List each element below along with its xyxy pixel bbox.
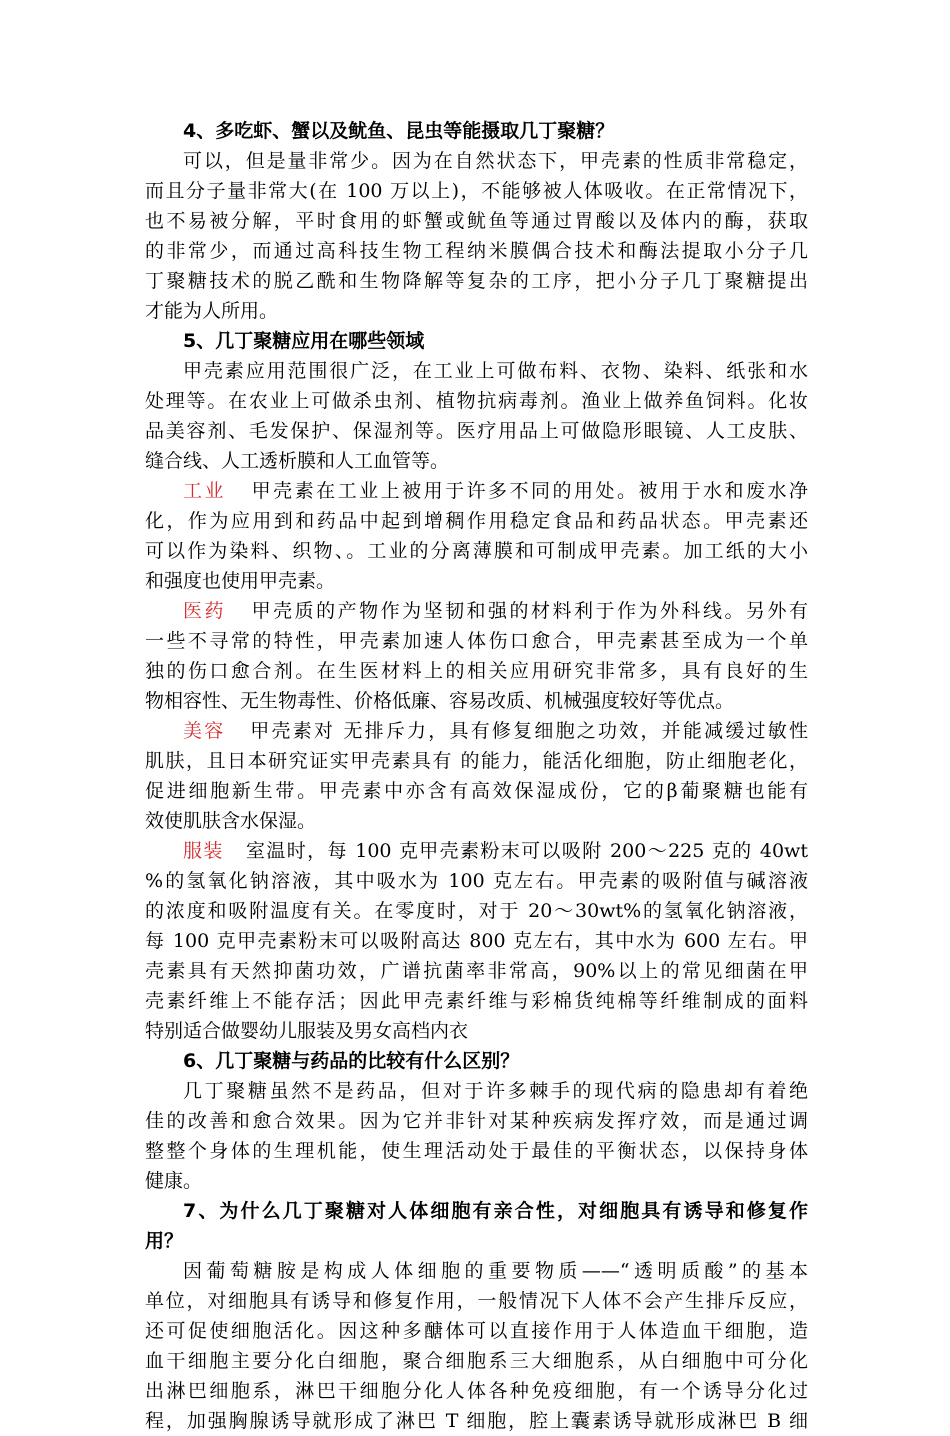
section-6-line: 健康。 xyxy=(145,1170,203,1192)
section-4-line: 才能为人所用。 xyxy=(145,300,279,322)
paragraph-gap xyxy=(226,600,252,622)
section-7-line: 出淋巴细胞系，淋巴干细胞分化人体各种免疫细胞，有一个诱导分化过 xyxy=(145,1380,808,1402)
beauty-paragraph-first-line xyxy=(145,716,808,746)
medicine-line: 甲壳质的产物作为坚韧和强的材料利于作为外科线。另外有 xyxy=(251,600,808,622)
medicine-line: 物相容性、无生物毒性、价格低廉、容易改质、机械强度较好等优点。 xyxy=(145,690,735,712)
section-6-line: 几丁聚糖虽然不是药品，但对于许多棘手的现代病的隐患却有着绝 xyxy=(183,1080,808,1102)
beauty-line: 甲壳素对 无排斥力，具有修复细胞之功效，并能减缓过敏性 xyxy=(250,720,808,742)
section-5-line: 甲壳素应用范围很广泛，在工业上可做布料、衣物、染料、纸张和水 xyxy=(183,360,808,382)
medicine-line: 一些不寻常的特性，甲壳素加速人体伤口愈合，甲壳素甚至成为一个单 xyxy=(145,630,808,652)
section-7-heading: 用？ xyxy=(145,1230,184,1252)
beauty-line: 效使肌肤含水保湿。 xyxy=(145,810,317,832)
industry-line: 甲壳素在工业上被用于许多不同的用处。被用于水和废水净 xyxy=(251,480,808,502)
section-6-line: 佳的改善和愈合效果。因为它并非针对某种疾病发挥疗效，而是通过调 xyxy=(145,1110,808,1132)
industry-tag: 工业 xyxy=(183,480,226,502)
section-4-line: 的非常少，而通过高科技生物工程纳米膜偶合技术和酶法提取小分子几 xyxy=(145,240,808,262)
beauty-tag: 美容 xyxy=(183,720,226,742)
section-4-line: 也不易被分解，平时食用的虾蟹或鱿鱼等通过胃酸以及体内的酶，获取 xyxy=(145,210,808,232)
section-4-line: 而且分子量非常大(在 100 万以上)，不能够被人体吸收。在正常情况下， xyxy=(145,180,808,202)
clothing-paragraph-first-line xyxy=(145,836,808,866)
section-7-line: 程，加强胸腺诱导就形成了淋巴 T 细胞，腔上囊素诱导就形成淋巴 B 细 xyxy=(145,1410,808,1432)
section-7-line: 因葡萄糖胺是构成人体细胞的重要物质——“透明质酸”的基本 xyxy=(183,1260,808,1282)
section-7-line: 血干细胞主要分化白细胞，聚合细胞系三大细胞系，从白细胞中可分化 xyxy=(145,1350,808,1372)
clothing-tag: 服装 xyxy=(183,840,224,862)
section-4-line: 丁聚糖技术的脱乙酰和生物降解等复杂的工序，把小分子几丁聚糖提出 xyxy=(145,270,808,292)
clothing-line: 特别适合做婴幼儿服装及男女高档内衣 xyxy=(145,1020,469,1042)
section-5-line: 缝合线、人工透析膜和人工血管等。 xyxy=(145,450,450,472)
beauty-line: 肌肤，且日本研究证实甲壳素具有 的能力，能活化细胞，防止细胞老化， xyxy=(145,750,808,772)
industry-line: 化，作为应用到和药品中起到增稠作用稳定食品和药品状态。甲壳素还 xyxy=(145,510,808,532)
clothing-line: 室温时，每 100 克甲壳素粉末可以吸附 200～225 克的 40wt xyxy=(245,840,808,862)
industry-line: 和强度也使用甲壳素。 xyxy=(145,570,336,592)
paragraph-gap xyxy=(226,480,252,502)
clothing-line: 壳素纤维上不能存活；因此甲壳素纤维与彩棉货纯棉等纤维制成的面料 xyxy=(145,990,808,1012)
section-4-line: 可以，但是量非常少。因为在自然状态下，甲壳素的性质非常稳定， xyxy=(183,150,808,172)
industry-paragraph-first-line xyxy=(145,476,808,506)
section-5-line: 品美容剂、毛发保护、保湿剂等。医疗用品上可做隐形眼镜、人工皮肤、 xyxy=(145,420,808,442)
industry-line: 可以作为染料、织物、。工业的分离薄膜和可制成甲壳素。加工纸的大小 xyxy=(145,540,808,562)
clothing-line: 每 100 克甲壳素粉末可以吸附高达 800 克左右，其中水为 600 左右。甲 xyxy=(145,930,808,952)
section-6-heading: 6、几丁聚糖与药品的比较有什么区别？ xyxy=(183,1050,520,1072)
section-7-line: 单位，对细胞具有诱导和修复作用，一般情况下人体不会产生排斥反应， xyxy=(145,1290,808,1312)
section-4-heading: 4、多吃虾、蟹以及鱿鱼、昆虫等能摄取几丁聚糖？ xyxy=(183,120,615,142)
clothing-line: 壳素具有天然抑菌功效，广谱抗菌率非常高，90%以上的常见细菌在甲 xyxy=(145,960,808,982)
section-7-line: 还可促使细胞活化。因这种多醣体可以直接作用于人体造血干细胞，造 xyxy=(145,1320,808,1342)
section-5-heading: 5、几丁聚糖应用在哪些领域 xyxy=(183,330,425,352)
medicine-line: 独的伤口愈合剂。在生医材料上的相关应用研究非常多，具有良好的生 xyxy=(145,660,808,682)
paragraph-gap xyxy=(224,840,246,862)
medicine-paragraph-first-line xyxy=(145,596,808,626)
medicine-tag: 医药 xyxy=(183,600,226,622)
clothing-line: %的氢氧化钠溶液，其中吸水为 100 克左右。甲壳素的吸附值与碱溶液 xyxy=(145,870,808,892)
section-5-line: 处理等。在农业上可做杀虫剂、植物抗病毒剂。渔业上做养鱼饲料。化妆 xyxy=(145,390,808,412)
section-7-heading: 7、为什么几丁聚糖对人体细胞有亲合性，对细胞具有诱导和修复作 xyxy=(183,1200,808,1222)
section-6-line: 整整个身体的生理机能，使生理活动处于最佳的平衡状态，以保持身体 xyxy=(145,1140,808,1162)
clothing-line: 的浓度和吸附温度有关。在零度时，对于 20～30wt%的氢氧化钠溶液， xyxy=(145,900,808,922)
document-page xyxy=(145,116,808,1436)
paragraph-gap xyxy=(225,720,250,742)
beauty-line: 促进细胞新生带。甲壳素中亦含有高效保湿成份，它的β葡聚糖也能有 xyxy=(145,780,808,802)
